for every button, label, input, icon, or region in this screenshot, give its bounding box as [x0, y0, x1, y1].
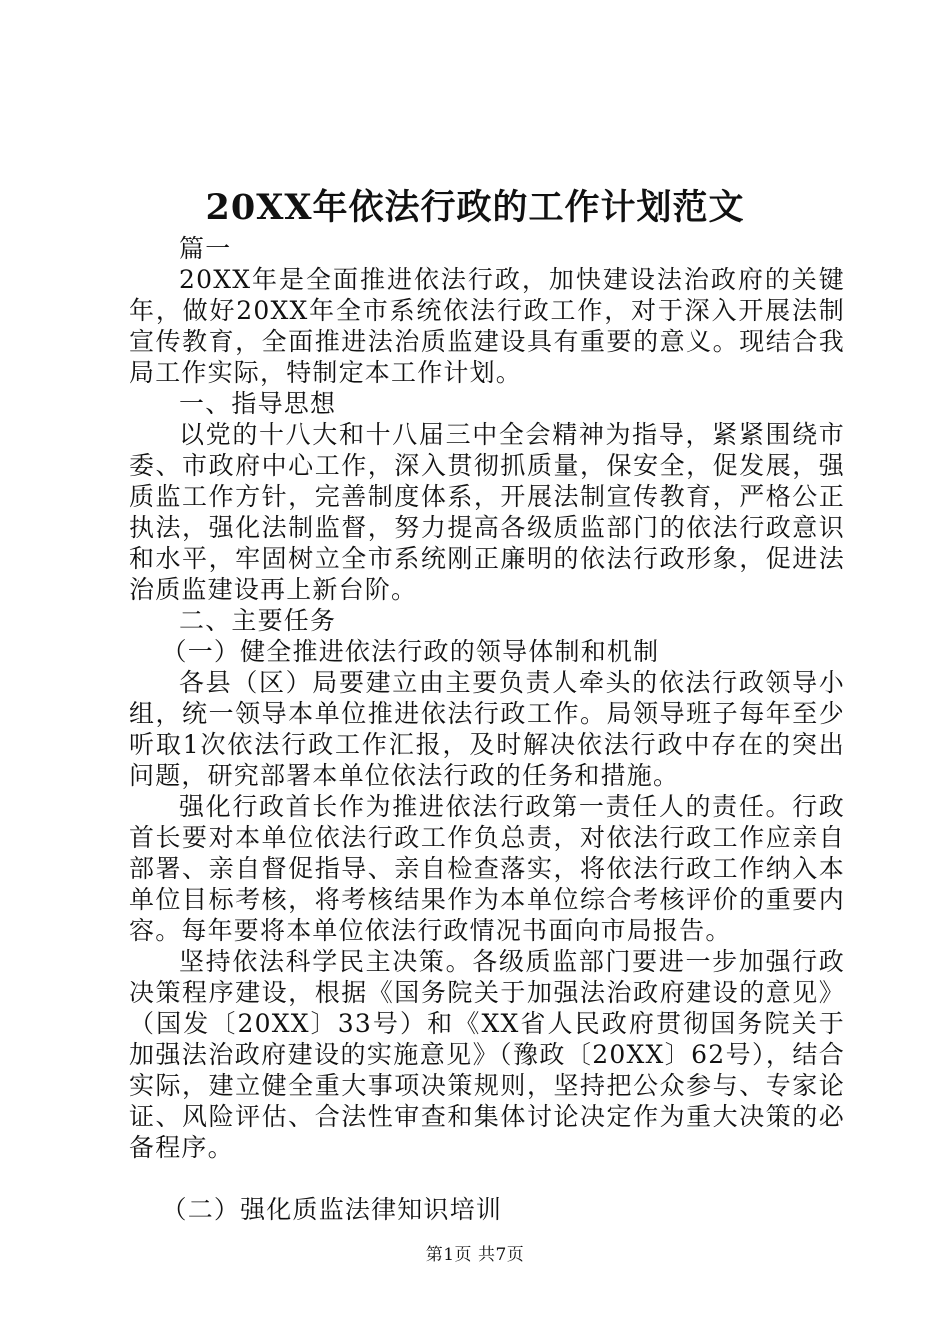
leadership-paragraph-2: 强化行政首长作为推进依法行政第一责任人的责任。行政首长要对本单位依法行政工作负总责，对依法行政工作应亲自部署、亲自督促指导、亲自检查落实，将依法行政工作纳入本单位目标考核，将考核结果作为本单位综合考核评价的重要内容。每年要将本单位依法行政情况书面向市局报告。 — [129, 792, 845, 945]
leadership-paragraph-1: 各县（区）局要建立由主要负责人牵头的依法行政领导小组，统一领导本单位推进依法行政工作。局领导班子每年至少听取1次依法行政工作汇报，及时解决依法行政中存在的突出问题，研究部署本单位依法行政的任务和措施。 — [129, 668, 845, 790]
page-number-footer: 第1页 共7页 — [425, 1245, 525, 1265]
guiding-thought-paragraph: 以党的十八大和十八届三中全会精神为指导，紧紧围绕市委、市政府中心工作，深入贯彻抓质量，保安全，促发展，强质监工作方针，完善制度体系，开展法制宣传教育，严格公正执法，强化法制监督，努力提高各级质监部门的依法行政意识和水平，牢固树立全市系统刚正廉明的依法行政形象，促进法治质监建设再上新台阶。 — [129, 420, 845, 604]
intro-paragraph: 20XX年是全面推进依法行政，加快建设法治政府的关键年，做好20XX年全市系统依法行政工作，对于深入开展法制宣传教育，全面推进法治质监建设具有重要的意义。现结合我局工作实际，特制定本工作计划。 — [129, 265, 845, 387]
subsection-heading-leadership: （一）健全推进依法行政的领导体制和机制 — [161, 637, 660, 666]
document-title: 20XX年依法行政的工作计划范文 — [205, 187, 745, 228]
document-body — [129, 233, 845, 1225]
section-heading-main-tasks: 二、主要任务 — [179, 606, 337, 635]
subsection-heading-legal-training: （二）强化质监法律知识培训 — [161, 1195, 503, 1224]
section-heading-guiding-thought: 一、指导思想 — [179, 389, 337, 418]
leadership-paragraph-3: 坚持依法科学民主决策。各级质监部门要进一步加强行政决策程序建设，根据《国务院关于加强法治政府建设的意见》（国发〔20XX〕33号）和《XX省人民政府贯彻国务院关于加强法治政府建设的实施意见》（豫政〔20XX〕62号），结合实际，建立健全重大事项决策规则，坚持把公众参与、专家论证、风险评估、合法性审查和集体讨论决定作为重大决策的必备程序。 — [129, 947, 845, 1162]
part-label: 篇一 — [179, 234, 232, 263]
